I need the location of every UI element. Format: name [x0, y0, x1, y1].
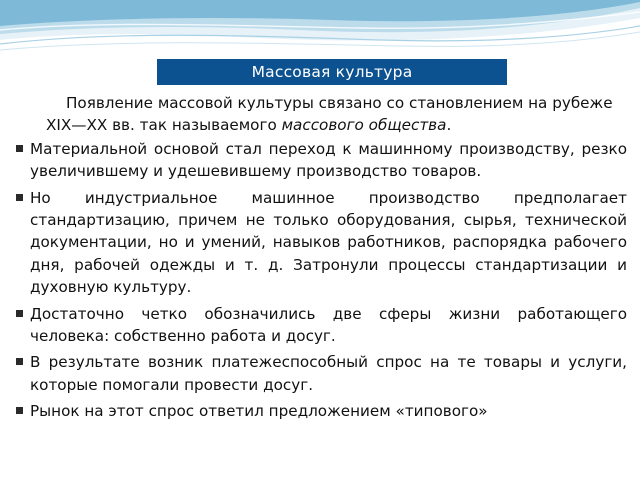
intro-emphasis: массового общества [281, 116, 447, 135]
list-item-text: Достаточно четко обозначились две сферы жизни работающего человека: собственно работа и досуг. [30, 304, 627, 346]
intro-paragraph [16, 92, 627, 137]
list-item [16, 400, 627, 422]
list-item-text: В результате возник платежеспособный спрос на те товары и услуги, которые помогали провести досуг. [30, 353, 627, 394]
slide-title: Массовая культура [157, 59, 507, 85]
slide-content [16, 92, 627, 427]
bullet-square-icon [16, 358, 23, 365]
intro-text: Появление массовой культуры связано со становлением на рубеже XIX—XX вв. так называемого [46, 94, 613, 135]
bullet-list [16, 138, 627, 423]
list-item [16, 187, 627, 299]
list-item-text: Но индустриальное машинное производство предполагает стандартизацию, причем не только оборудования, сырья, технической документации, но и умений, навыков работников, распорядка рабочего дня, рабочей одежды и т. д. Затронули процессы стандартизации и духовную культуру. [30, 188, 627, 297]
bullet-square-icon [16, 194, 23, 201]
bullet-square-icon [16, 145, 23, 152]
list-item-text: Материальной основой стал переход к машинному производству, резко увеличившему и удешевившему производство товаров. [30, 139, 627, 181]
bullet-square-icon [16, 310, 23, 317]
list-item [16, 351, 627, 396]
list-item [16, 303, 627, 348]
list-item [16, 138, 627, 183]
bullet-square-icon [16, 407, 23, 414]
list-item-text: Рынок на этот спрос ответил предложением «типового» [30, 402, 488, 421]
intro-text-end: . [446, 116, 452, 135]
